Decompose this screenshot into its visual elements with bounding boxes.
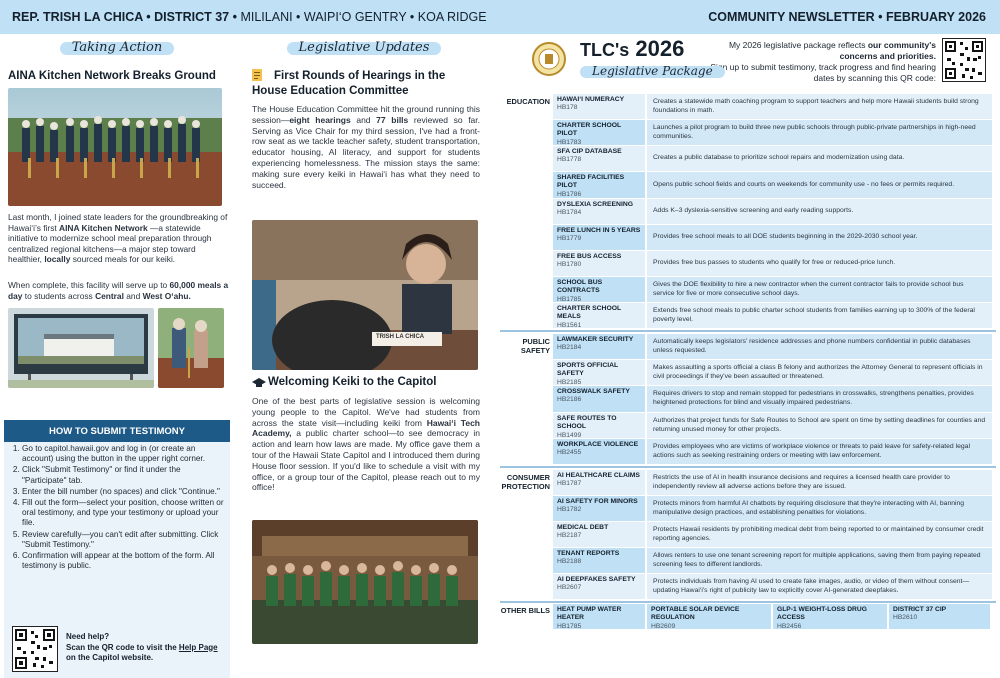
hearings-text-c: and [350,114,377,125]
testimony-step-text: Confirmation will appear at the bottom of the form. All testimony is public. [22,551,215,571]
bill-description: Automatically keeps legislators' residence addresses and phone numbers confidential in public databases unless requested. [647,334,992,359]
bill-number: HB2609 [651,622,676,630]
hearings-bold-77: 77 bills [376,114,409,125]
bill-name: AI DEEPFAKES SAFETY [557,576,636,583]
bill-name: CHARTER SCHOOL PILOT [557,122,622,138]
bill-description: Authorizes that project funds for Safe Routes to School are spent on time by setting deadlines for counties and returning unused money for other projects. [647,413,992,438]
state-seal-icon [532,42,566,76]
testimony-step [22,465,224,485]
bill-name: SPORTS OFFICIAL SAFETY [557,362,619,378]
hearings-paragraph [252,104,480,190]
newsletter-header-bar [0,0,1000,34]
bill-number: HB2187 [557,532,582,540]
bill-card[interactable] [553,172,645,198]
bill-name: FREE LUNCH IN 5 YEARS [557,227,641,234]
para2-bold-central: Central [95,290,124,301]
help-page-qr-code[interactable] [12,626,58,672]
bill-description: Provides free bus passes to students who qualify for free or reduced-price lunch. [647,251,992,276]
bill-description: Creates a public database to prioritize school repairs and modernization using data. [647,146,992,171]
bill-description: Protects individuals from having AI used to create fake images, audio, or video of them without consent—updating Hawai‘i's right of publicity law to explicitly cover AI-generated deepfakes. [647,574,992,599]
bill-description: Provides free school meals to all DOE students beginning in the 2029-2030 school year. [647,225,992,250]
para1-text-c: —a statewide initiative to modernize school meal preparation through centralized regional kitchens—a major step toward healthier, [8,222,212,265]
graduation-cap-icon [252,376,266,390]
header-district-line [12,10,487,24]
help-title: Need help? [66,632,110,641]
bill-number: HB1785 [557,622,582,630]
legislative-updates-script-title: Legislative Updates [287,38,442,57]
bill-number: HB1786 [557,190,582,198]
bill-name: SCHOOL BUS CONTRACTS [557,279,603,295]
bill-name: FREE BUS ACCESS [557,253,622,260]
nameplate-text: TRISH LA CHICA [376,334,425,340]
para1-bold-network: AINA Kitchen Network [59,222,148,233]
hearings-text-a: The House Education Committee hit the ground running this session— [252,104,480,125]
groundbreaking-photo-image [8,88,222,206]
keiki-text-c: a public charter school—to see democracy in action and learn how laws are made. My office gave them a tour of the Hawaii State Capitol and I introduced them during House floor session. If you'd like to schedule a visit with my office, or a group tour of the Capitol, please reach out to my office! [252,428,480,493]
para2-bold-west: West O‘ahu. [142,290,191,301]
bill-name: MEDICAL DEBT [557,524,609,531]
bill-card[interactable] [553,334,645,359]
category-education: EDUCATION [506,97,550,106]
category-divider [500,466,996,468]
bill-description: Gives the DOE flexibility to hire a new contractor when the current contractor fails to provide school bus service for five or more consecutive school days. [647,277,992,302]
bill-card[interactable] [553,360,645,385]
para1-bold-locally: locally [44,254,71,265]
committee-hearing-image [252,220,478,370]
shovel-photo-image [158,308,224,388]
bill-number: HB1561 [557,321,582,329]
testimony-step [22,530,224,550]
bill-number: HB2184 [557,344,582,352]
category-public-safety: PUBLIC SAFETY [520,337,550,355]
other-bill-card[interactable] [889,604,990,629]
hearings-bold-eight: eight hearings [289,114,351,125]
testimony-step-text: Click "Submit Testimony" or find it under the "Participate" tab. [22,465,181,485]
bill-description: Adds K–3 dyslexia-sensitive screening and early reading supports. [647,199,992,224]
welcoming-keiki-heading: Welcoming Keiki to the Capitol [268,376,437,388]
bill-card[interactable] [553,303,645,328]
bill-description: Opens public school fields and courts on weekends for community use - no fees or permits required. [647,172,992,198]
taking-action-banner [0,38,234,57]
testimony-step [22,551,224,571]
other-bill-card[interactable] [647,604,771,629]
bill-number: HB1785 [557,295,582,303]
aina-kitchen-paragraph-1 [8,212,230,265]
header-rep-name: REP. TRISH LA CHICA • DISTRICT 37 • [12,10,237,24]
help-page-link[interactable]: Help Page [178,642,218,652]
para1-text-e: sourced meals for our keiki. [70,254,176,265]
bill-number: HB1780 [557,261,582,269]
bill-number: HB1499 [557,431,582,439]
bill-number: HB2455 [557,449,582,457]
testimony-steps-list [10,444,224,572]
para2-text-a: When complete, this facility will serve up to [8,280,170,290]
bill-number: HB2610 [893,614,918,622]
bill-card[interactable] [553,251,645,276]
bill-number: HB1784 [557,209,582,217]
bill-number: HB1783 [557,138,582,146]
bill-name: AI HEALTHCARE CLAIMS [557,472,640,479]
bill-card[interactable] [553,439,645,464]
bill-description: Makes assaulting a sports official a class B felony and authorizes the Attorney General to represent officials in civil proceedings if they've been assaulted or threatened. [647,360,992,385]
help-description [66,643,228,664]
kitchen-rendering-photo [8,308,154,388]
qr-code-icon [943,39,985,81]
para2-text-e: and [123,290,143,301]
bill-description: Creates a statewide math coaching program to support teachers and help more Hawaii students build strong foundations in math. [647,94,992,119]
bill-number: HB2186 [557,396,582,404]
intro-text-c: Sign up to submit testimony, track progress and find hearing dates by scanning this QR code: [710,62,936,83]
other-bill-card[interactable] [773,604,887,629]
bill-name: TENANT REPORTS [557,550,620,557]
testimony-step [22,444,224,464]
bill-name: SFA CIP DATABASE [557,148,622,155]
bill-card[interactable] [553,470,645,495]
bill-name: PORTABLE SOLAR DEVICE REGULATION [651,606,740,622]
bill-number: HB2607 [557,584,582,592]
package-title-initials: TLC's [580,40,630,60]
bill-card[interactable] [553,548,645,573]
help-text-block [66,632,228,664]
package-title [580,36,684,62]
bill-name: DYSLEXIA SCREENING [557,201,634,208]
help-text-a: Scan the QR code to visit the [66,642,179,652]
legislative-package-script-title: Legislative Package [580,62,725,80]
intro-bold-priorities: our community's concerns and priorities. [839,40,936,61]
bill-card[interactable] [553,146,645,171]
bill-name: GLP-1 WEIGHT-LOSS DRUG ACCESS [777,606,867,622]
bill-name: AI SAFETY FOR MINORS [557,498,638,505]
qr-code-icon [13,627,57,671]
category-other-bills: OTHER BILLS [500,606,550,615]
para1-text-a: Last month, I joined state leaders for the groundbreaking of Hawai‘i’s first [8,212,228,233]
bill-name: HEAT PUMP WATER HEATER [557,606,622,622]
bill-number: HB2456 [777,622,802,630]
welcoming-keiki-paragraph [252,396,480,493]
hearings-text-e: reviewed so far. Serving as Vice Chair for my third session, I've had a front-row seat as we tackle teacher safety, student transportation, educator housing, AI literacy, and support for students experiencing homelessness. The mission stays the same: making sure every keiki in Hawai‘i has what they need to succeed. [252,114,481,190]
legislative-updates-banner [240,38,488,57]
bill-number: HB1782 [557,506,582,514]
keiki-text-a: One of the best parts of legislative session is welcoming young people to the Capitol. We've had students from across the state visit—including keiki from [252,396,480,428]
testimony-step-text: Enter the bill number (no spaces) and click "Continue." [22,486,220,496]
para2-text-c: to students across [22,290,96,301]
capitol-students-photo [252,520,478,644]
testimony-step [22,487,224,497]
bill-card[interactable] [553,522,645,547]
bill-card[interactable] [553,225,645,250]
bill-number: HB1787 [557,480,582,488]
groundbreaking-photo [8,88,222,206]
testimony-step-text: Review carefully—you can't edit after submitting. Click "Submit Testimony." [22,529,219,549]
testimony-step-text: Fill out the form—select your position, choose written or oral testimony, and type your testimony or upload your file. [22,498,224,528]
bill-description: Restricts the use of AI in health insurance decisions and requires a licensed health care provider to independently review all adverse actions before they are issued. [647,470,992,495]
bill-number: HB178 [557,104,578,112]
testimony-step [22,498,224,529]
bill-description: Allows renters to use one tenant screening report for multiple applications, saving them from paying repeated screening fees to different landlords. [647,548,992,573]
category-divider [500,601,996,603]
bill-number: HB1779 [557,235,582,243]
shovel-photo [158,308,224,388]
bill-card[interactable] [553,120,645,145]
bill-number: HB2185 [557,378,582,386]
committee-hearing-photo [252,220,478,370]
bill-card[interactable] [553,574,645,599]
bill-number: HB1778 [557,156,582,164]
bill-name: DISTRICT 37 CIP [893,606,947,613]
package-intro [710,40,936,84]
taking-action-column [0,34,234,662]
other-bill-card[interactable] [553,604,645,629]
capitol-students-image [252,520,478,644]
taking-action-script-title: Taking Action [60,38,175,57]
intro-text-a: My 2026 legislative package reflects [728,40,868,50]
bill-name: LAWMAKER SECURITY [557,336,634,343]
keiki-bold-academy: Hawai‘i Tech Academy, [252,417,480,439]
package-qr-code[interactable] [942,38,986,82]
bill-card[interactable] [553,94,645,119]
bill-description: Provides employees who are victims of workplace violence or threats to paid leave for safety-related legal actions such as seeking restraining orders or meeting with law enforcement. [647,439,992,464]
legislative-updates-column [240,34,488,647]
bill-number: HB2188 [557,558,582,566]
bill-description: Launches a pilot program to build three new public schools through public-private partnerships in high-need communities. [647,120,992,145]
bill-name: SAFE ROUTES TO SCHOOL [557,415,617,431]
bill-name: CROSSWALK SAFETY [557,388,630,395]
kitchen-rendering-image [8,308,154,388]
header-neighborhoods: MILILANI • WAIPI‘O GENTRY • KOA RIDGE [240,10,487,24]
testimony-step-text: Go to capitol.hawaii.gov and log in (or create an account) using the button in the upper right corner. [22,444,205,464]
hearings-heading: First Rounds of Hearings in the House Education Committee [252,70,446,97]
bill-name: CHARTER SCHOOL MEALS [557,305,622,321]
bill-card[interactable] [553,413,645,438]
aina-kitchen-heading: AINA Kitchen Network Breaks Ground [8,70,216,82]
bill-description: Protects Hawaii residents by prohibiting medical debt from being reported to or maintained by consumer credit reporting agencies. [647,522,992,547]
category-consumer-protection: CONSUMER PROTECTION [501,473,550,491]
legislative-package-banner [580,62,725,80]
header-issue-date: COMMUNITY NEWSLETTER • FEBRUARY 2026 [708,10,986,24]
bill-description: Requires drivers to stop and remain stopped for pedestrians in crosswalks, strengthens penalties, provides heightened protections for blind and visually impaired pedestrians. [647,386,992,412]
legislative-package-column [496,34,1000,647]
aina-kitchen-paragraph-2 [8,280,230,301]
bill-card[interactable] [553,386,645,412]
bill-name: HAWAI‘I NUMERACY [557,96,625,103]
testimony-box-title: HOW TO SUBMIT TESTIMONY [4,420,230,442]
bill-description: Protects minors from harmful AI chatbots by requiring disclosure that they're interacting with AI, banning manipulative design practices, and establishing penalties for violations. [647,496,992,521]
bill-card[interactable] [553,199,645,224]
bill-name: WORKPLACE VIOLENCE [557,441,639,448]
para2-bold-meals: 60,000 meals a day [8,280,229,301]
help-text-b: on the Capitol website. [66,653,154,662]
bill-card[interactable] [553,277,645,302]
bill-name: SHARED FACILITIES PILOT [557,174,625,190]
category-divider [500,330,996,332]
package-title-year: 2026 [635,36,685,61]
bill-description: Extends free school meals to public charter school students from families earning up to 300% of the federal poverty level. [647,303,992,328]
bill-card[interactable] [553,496,645,521]
